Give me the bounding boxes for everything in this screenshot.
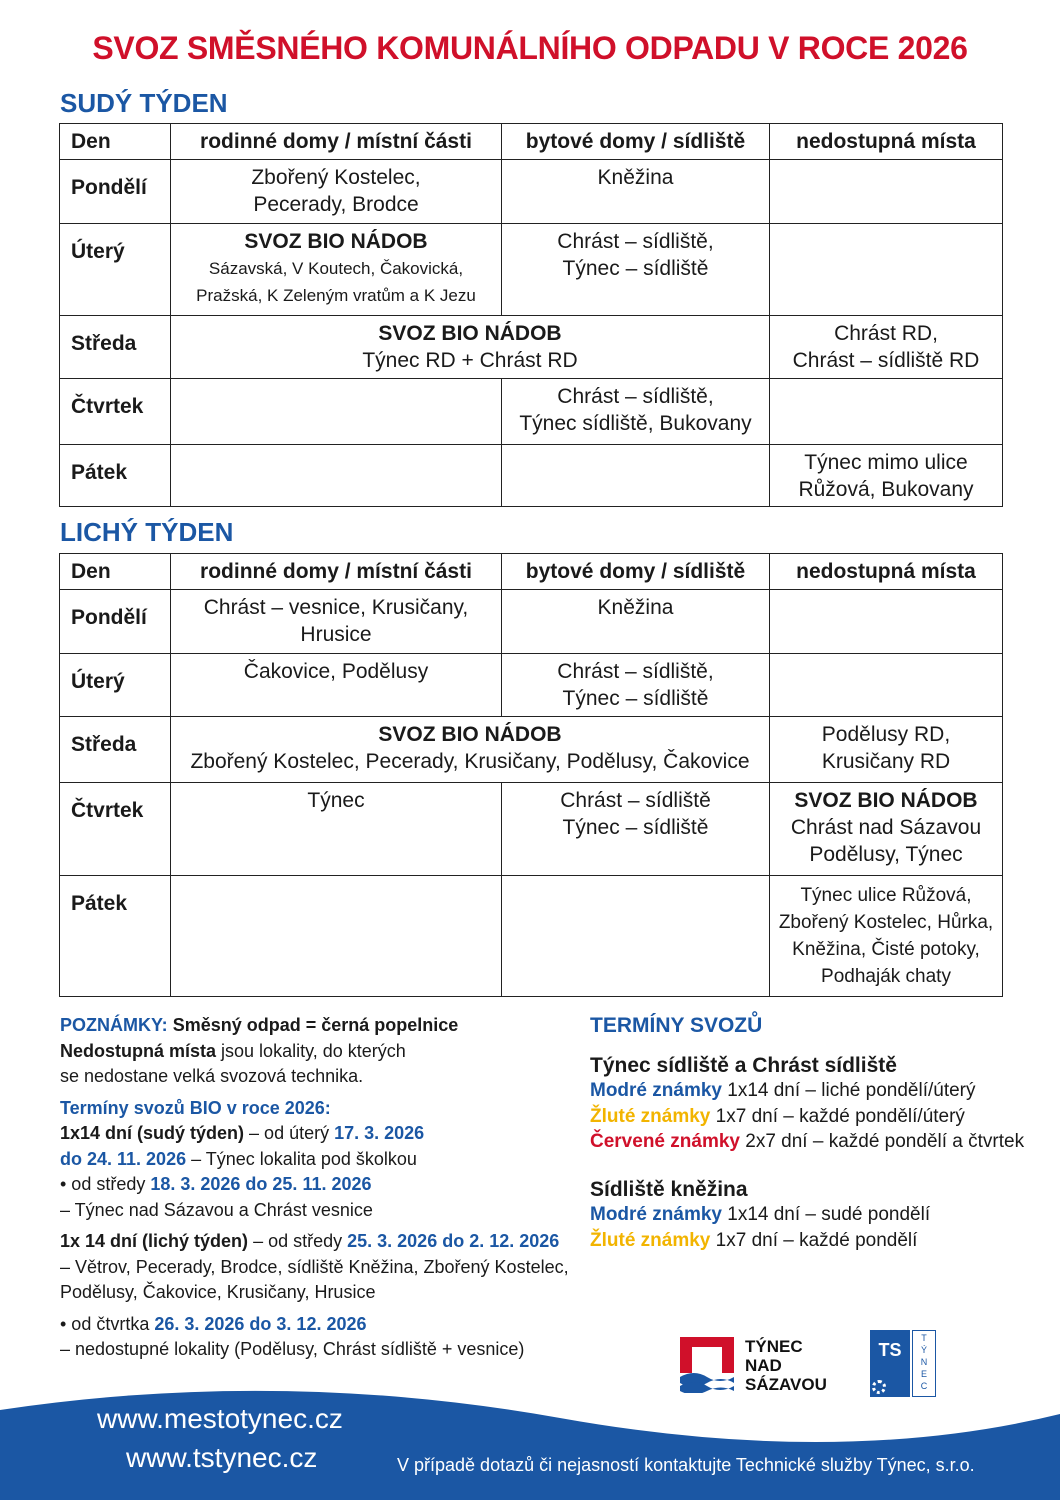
cell-line: Zbořený Kostelec, Hůrka, xyxy=(778,912,994,933)
notes-text: • od čtvrtka xyxy=(60,1313,155,1334)
terms-text: 1x7 dní – každé pondělí/úterý xyxy=(710,1105,965,1127)
bio-label: SVOZ BIO NÁDOB xyxy=(378,322,562,345)
notes-section xyxy=(60,1013,580,1363)
notes-line: – Větrov, Pecerady, Brodce, sídliště Kněžina, Zbořený Kostelec, xyxy=(60,1256,569,1277)
notes-line xyxy=(60,1039,580,1065)
merged-cell xyxy=(171,717,770,783)
footer-wave xyxy=(0,1380,1060,1500)
inaccessible-cell xyxy=(770,379,1003,445)
cell-line: Chrást – vesnice, Krusičany, xyxy=(203,596,469,619)
cell-line: Chrást RD, xyxy=(834,322,938,345)
cell-line: Podhaják chaty xyxy=(821,966,951,987)
terms-line xyxy=(590,1129,1030,1155)
header-inaccessible: nedostupná místa xyxy=(770,554,1003,590)
bio-label: SVOZ BIO NÁDOB xyxy=(378,723,562,746)
cell-line: Týnec – sídliště xyxy=(562,257,709,280)
flats-cell xyxy=(502,445,770,507)
notes-line: – nedostupné lokality (Podělusy, Chrást sídliště + vesnice) xyxy=(60,1339,525,1359)
cell-line: Týnec mimo ulice xyxy=(804,451,968,474)
cell-line: Podělusy, Týnec xyxy=(809,843,963,866)
houses-cell xyxy=(171,224,502,316)
day-label: Středa xyxy=(60,316,171,379)
day-label: Čtvrtek xyxy=(60,783,171,876)
cell-line: Chrást – sídliště RD xyxy=(792,349,980,372)
odd-week-table xyxy=(59,553,1003,997)
bio-label: SVOZ BIO NÁDOB xyxy=(794,789,978,812)
notes-line: – Týnec nad Sázavou a Chrást vesnice xyxy=(60,1199,373,1220)
notes-date: 18. 3. 2026 do 25. 11. 2026 xyxy=(150,1174,372,1194)
inaccessible-cell xyxy=(770,590,1003,654)
cell-line: Týnec xyxy=(307,789,365,812)
notes-text: – Týnec lokalita pod školkou xyxy=(186,1148,417,1169)
cell-line: Pecerady, Brodce xyxy=(253,193,419,216)
houses-cell xyxy=(171,379,502,445)
table-row xyxy=(60,160,1003,224)
cell-line: Týnec RD + Chrást RD xyxy=(362,349,578,372)
cell-line: Chrást – sídliště, xyxy=(557,660,714,683)
notes-line xyxy=(60,1013,580,1039)
even-week-table xyxy=(59,123,1003,507)
header-day: Den xyxy=(60,554,171,590)
terms-subheading: Sídliště kněžina xyxy=(590,1177,748,1201)
houses-cell xyxy=(171,654,502,717)
yellow-sticker-label: Žluté známky xyxy=(590,1229,711,1251)
header-day: Den xyxy=(60,124,171,160)
page-title: SVOZ SMĚSNÉHO KOMUNÁLNÍHO ODPADU V ROCE 2026 xyxy=(92,30,968,66)
inaccessible-cell xyxy=(770,160,1003,224)
day-label: Čtvrtek xyxy=(60,379,171,445)
cell-line: Pražská, K Zeleným vratům a K Jezu xyxy=(196,286,476,305)
header-houses: rodinné domy / místní části xyxy=(171,554,502,590)
blue-sticker-label: Modré známky xyxy=(590,1080,722,1101)
table-row xyxy=(60,316,1003,379)
even-week-heading: SUDÝ TÝDEN xyxy=(60,88,228,118)
cell-line: Zbořený Kostelec, xyxy=(251,166,421,189)
day-label: Pondělí xyxy=(60,160,171,224)
notes-text: Směsný odpad = černá popelnice xyxy=(172,1015,459,1035)
notes-text: • od středy xyxy=(60,1174,151,1194)
cell-line: Kněžina xyxy=(597,596,674,619)
notes-text: jsou lokality, do kterých xyxy=(216,1040,406,1061)
cell-line: Růžová, Bukovany xyxy=(798,478,974,501)
notes-date: 25. 3. 2026 do 2. 12. 2026 xyxy=(347,1231,560,1251)
cell-line: Kněžina, Čisté potoky, xyxy=(792,939,980,960)
logo-line: TÝNEC xyxy=(745,1337,803,1356)
flats-cell xyxy=(502,379,770,445)
flats-cell xyxy=(502,224,770,316)
cell-line: Hrusice xyxy=(300,623,372,646)
notes-text: – od úterý xyxy=(244,1123,335,1143)
notes-line xyxy=(60,1147,580,1173)
cell-line: Kněžina xyxy=(597,166,674,189)
ts-logo-text: TS xyxy=(878,1340,902,1360)
notes-date: 26. 3. 2026 do 3. 12. 2026 xyxy=(154,1313,367,1334)
notes-line: Podělusy, Čakovice, Krusičany, Hrusice xyxy=(60,1282,376,1302)
cell-line: Podělusy RD, xyxy=(821,723,951,746)
flats-cell xyxy=(502,590,770,654)
terms-text: 1x14 dní – liché pondělí/úterý xyxy=(721,1080,976,1101)
notes-line xyxy=(60,1229,580,1255)
notes-date: 17. 3. 2026 xyxy=(334,1123,425,1143)
terms-text: 2x7 dní – každé pondělí a čtvrtek xyxy=(739,1131,1025,1152)
flats-cell xyxy=(502,654,770,717)
inaccessible-cell xyxy=(770,654,1003,717)
inaccessible-cell xyxy=(770,316,1003,379)
cell-line: Čakovice, Podělusy xyxy=(243,660,429,683)
terms-subheading: Týnec sídliště a Chrást sídliště xyxy=(590,1053,897,1077)
notes-text: 1x14 dní (sudý týden) xyxy=(60,1123,245,1143)
bio-label: SVOZ BIO NÁDOB xyxy=(244,230,428,253)
terms-text: 1x7 dní – každé pondělí xyxy=(710,1229,918,1251)
cell-line: Týnec – sídliště xyxy=(562,687,709,710)
cell-line: Krusičany RD xyxy=(821,750,951,773)
day-label: Pondělí xyxy=(60,590,171,654)
cell-line: Chrást – sídliště, xyxy=(557,385,714,408)
day-label: Úterý xyxy=(60,224,171,316)
notes-date: do 24. 11. 2026 xyxy=(60,1148,187,1169)
merged-cell xyxy=(171,316,770,379)
terms-line xyxy=(590,1202,1030,1228)
cell-line: Týnec – sídliště xyxy=(562,816,709,839)
red-sticker-label: Červené známky xyxy=(590,1131,740,1152)
header-flats: bytové domy / sídliště xyxy=(502,554,770,590)
inaccessible-cell xyxy=(770,876,1003,997)
inaccessible-cell xyxy=(770,717,1003,783)
day-label: Pátek xyxy=(60,876,171,997)
cell-line: Chrást – sídliště xyxy=(560,789,711,812)
blue-sticker-label: Modré známky xyxy=(590,1204,722,1225)
inaccessible-cell xyxy=(770,445,1003,507)
ts-website-link[interactable]: www.tstynec.cz xyxy=(126,1442,318,1473)
day-label: Středa xyxy=(60,717,171,783)
table-row xyxy=(60,876,1003,997)
houses-cell xyxy=(171,445,502,507)
table-row xyxy=(60,590,1003,654)
city-website-link[interactable]: www.mestotynec.cz xyxy=(97,1403,343,1434)
terms-line xyxy=(590,1104,1030,1130)
odd-week-heading: LICHÝ TÝDEN xyxy=(60,517,234,547)
logo-line: SÁZAVOU xyxy=(745,1375,827,1394)
cell-line: Týnec sídliště, Bukovany xyxy=(519,412,752,435)
houses-cell xyxy=(171,590,502,654)
table-row xyxy=(60,224,1003,316)
notes-text: – od středy xyxy=(248,1231,348,1251)
notes-label: POZNÁMKY: xyxy=(60,1015,168,1035)
houses-cell xyxy=(171,876,502,997)
inaccessible-cell xyxy=(770,224,1003,316)
ts-logo-side-text: TÝNEC xyxy=(920,1333,928,1391)
notes-text: 1x 14 dní (lichý týden) xyxy=(60,1231,249,1251)
notes-text: Nedostupná místa xyxy=(60,1040,217,1061)
header-inaccessible: nedostupná místa xyxy=(770,124,1003,160)
notes-line xyxy=(60,1172,580,1198)
bio-heading: Termíny svozů BIO v roce 2026: xyxy=(60,1097,331,1118)
contact-note: V případě dotazů či nejasností kontaktujte Technické služby Týnec, s.r.o. xyxy=(397,1455,975,1475)
day-label: Pátek xyxy=(60,445,171,507)
houses-cell xyxy=(171,160,502,224)
cell-line: Týnec ulice Růžová, xyxy=(800,885,972,906)
notes-line xyxy=(60,1312,580,1338)
header-houses: rodinné domy / místní části xyxy=(171,124,502,160)
logo-line: NAD xyxy=(745,1356,782,1375)
flats-cell xyxy=(502,876,770,997)
terms-line xyxy=(590,1228,1030,1254)
terms-heading: TERMÍNY SVOZŮ xyxy=(590,1014,763,1037)
day-label: Úterý xyxy=(60,654,171,717)
inaccessible-cell xyxy=(770,783,1003,876)
notes-line: se nedostane velká svozová technika. xyxy=(60,1066,364,1086)
houses-cell xyxy=(171,783,502,876)
table-row xyxy=(60,783,1003,876)
yellow-sticker-label: Žluté známky xyxy=(590,1105,711,1127)
table-row xyxy=(60,717,1003,783)
cell-line: Sázavská, V Koutech, Čakovická, xyxy=(208,259,464,278)
terms-line xyxy=(590,1078,1030,1104)
notes-line xyxy=(60,1121,580,1147)
cell-line: Chrást nad Sázavou xyxy=(790,816,982,839)
table-row xyxy=(60,379,1003,445)
table-row xyxy=(60,654,1003,717)
header-flats: bytové domy / sídliště xyxy=(502,124,770,160)
cell-line: Zbořený Kostelec, Pecerady, Krusičany, Podělusy, Čakovice xyxy=(190,750,750,773)
cell-line: Chrást – sídliště, xyxy=(557,230,714,253)
flats-cell xyxy=(502,783,770,876)
terms-text: 1x14 dní – sudé pondělí xyxy=(721,1204,931,1225)
table-row xyxy=(60,445,1003,507)
terms-section xyxy=(590,1013,1030,1253)
flats-cell xyxy=(502,160,770,224)
